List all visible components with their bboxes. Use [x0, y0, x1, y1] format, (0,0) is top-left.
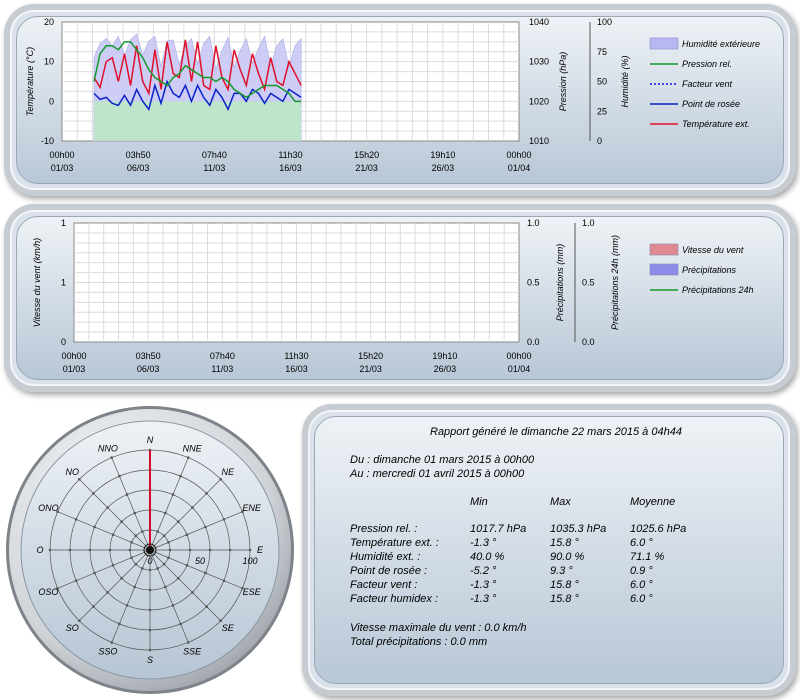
report-title: Rapport généré le dimanche 22 mars 2015 à 04h44 [430, 426, 682, 438]
x-tick-label: 15h20 [358, 351, 384, 361]
rose-direction-label: OSO [38, 587, 59, 598]
rose-dot [164, 512, 167, 515]
wind-rain-chart [0, 200, 800, 400]
rose-direction-label: ENE [242, 502, 261, 513]
rose-dot [49, 549, 52, 552]
rose-dot [129, 549, 132, 552]
rose-dot [209, 549, 212, 552]
y3-tick-label: 1.0 [582, 218, 595, 228]
row-label: Humidité ext. : [350, 551, 421, 563]
rose-direction-label: SE [221, 622, 234, 633]
rose-dot [93, 572, 96, 575]
y-tick-label: 20 [43, 17, 54, 27]
rose-direction-label: SO [65, 622, 79, 633]
y2-tick-label: 1040 [529, 17, 550, 27]
rose-direction-label: NNE [182, 443, 202, 454]
y-tick-label: 1 [60, 277, 66, 288]
rose-dot [172, 604, 175, 607]
x-tick-label: 01/03 [50, 163, 74, 173]
row-avg: 6.0 ° [630, 537, 653, 549]
rose-dot [189, 549, 192, 552]
row-max: 90.0 % [550, 551, 585, 563]
report [302, 404, 796, 696]
legend-swatch [650, 38, 678, 49]
y-tick-label: 0 [48, 96, 54, 107]
rose-direction-label: NE [221, 467, 235, 478]
rose-direction-label: E [256, 545, 264, 555]
rose-dot [156, 530, 159, 533]
row-max: 15.8 ° [550, 593, 579, 605]
y3-tick-label: 50 [597, 76, 608, 87]
rose-dot [186, 533, 189, 536]
rose-direction-label: ONO [38, 502, 59, 513]
y3-tick-label: 0.0 [582, 337, 595, 347]
rose-dot [149, 589, 152, 592]
rose-dot [163, 563, 166, 566]
y3-axis-label: Humidité (%) [620, 55, 630, 108]
rose-dot [109, 549, 112, 552]
row-avg: 1025.6 hPa [630, 523, 687, 535]
y2-tick-label: 1020 [529, 96, 550, 107]
rose-dot [110, 641, 113, 644]
rose-direction-label: ESE [242, 587, 261, 598]
rose-dot [130, 556, 133, 559]
row-min: -1.3 ° [470, 593, 497, 605]
rain-total: Total précipitations : 0.0 mm [350, 636, 488, 648]
wind-rose [0, 400, 300, 700]
rose-dot [112, 533, 115, 536]
rose-dot [110, 456, 113, 459]
rose-dot [92, 492, 95, 495]
row-label: Pression rel. : [350, 523, 418, 535]
y3-axis-label: Précipitations 24h (mm) [610, 234, 620, 331]
rose-dot [78, 619, 81, 622]
rose-direction-label: NNO [97, 443, 118, 454]
rose-dot [75, 579, 78, 582]
base-area [94, 101, 301, 141]
rose-dot [219, 619, 222, 622]
rose-dot [179, 475, 182, 478]
y-axis-label: Température (°C) [25, 46, 35, 117]
wind-max: Vitesse maximale du vent : 0.0 km/h [350, 622, 527, 634]
rose-direction-label: S [146, 655, 154, 665]
x-tick-label: 01/04 [507, 364, 531, 374]
rose-dot [179, 623, 182, 626]
row-label: Facteur vent : [350, 579, 418, 591]
y2-axis-label: Pression (hPa) [558, 51, 568, 112]
rose-dot [149, 649, 152, 652]
rose-dot [133, 512, 136, 515]
y-tick-label: -10 [40, 136, 54, 146]
y3-tick-label: 25 [597, 106, 608, 117]
rose-dot [149, 569, 152, 572]
x-tick-label: 21/03 [359, 364, 382, 374]
y3-tick-label: 100 [597, 17, 613, 27]
row-label: Facteur humidex : [350, 593, 439, 605]
x-tick-label: 00h00 [61, 351, 87, 361]
rose-dot [163, 535, 166, 538]
rose-dot [118, 475, 121, 478]
x-tick-label: 00h00 [506, 150, 532, 160]
rose-scale-label: 100 [242, 556, 258, 566]
x-tick-label: 01/03 [62, 364, 86, 374]
rose-dot [126, 493, 129, 496]
legend-label: Humidité extérieure [682, 39, 761, 49]
x-tick-label: 03h50 [125, 150, 151, 160]
rose-dot [69, 549, 72, 552]
row-max: 9.3 ° [550, 565, 573, 577]
rose-dot [204, 572, 207, 575]
rose-dot [223, 579, 226, 582]
x-tick-label: 26/03 [433, 364, 457, 374]
rose-dot [249, 549, 252, 552]
x-tick-label: 00h00 [506, 351, 532, 361]
y3-tick-label: 0.5 [582, 277, 595, 288]
rose-dot [219, 478, 222, 481]
rose-dot [78, 478, 81, 481]
x-tick-label: 06/03 [126, 163, 150, 173]
header-max: Max [550, 496, 571, 508]
row-avg: 6.0 ° [630, 579, 653, 591]
x-tick-label: 16/03 [285, 364, 308, 374]
rose-dot [204, 526, 207, 529]
row-label: Température ext. : [350, 537, 439, 549]
rose-dot [89, 549, 92, 552]
x-tick-label: 00h00 [49, 150, 75, 160]
rose-dot [135, 563, 138, 566]
row-avg: 0.9 ° [630, 565, 653, 577]
row-max: 15.8 ° [550, 537, 579, 549]
legend-label: Précipitations 24h [682, 285, 754, 295]
legend-label: Vitesse du vent [682, 245, 744, 255]
y2-tick-label: 0.0 [527, 337, 540, 347]
rose-dot [223, 518, 226, 521]
y2-axis-label: Précipitations (mm) [555, 243, 565, 322]
rose-dot [187, 456, 190, 459]
temperature-chart [0, 0, 800, 200]
rose-dot [120, 577, 123, 580]
rose-dot [75, 518, 78, 521]
row-label: Point de rosée : [350, 565, 428, 577]
legend-swatch [650, 244, 678, 255]
row-min: 40.0 % [470, 551, 505, 563]
x-tick-label: 15h20 [354, 150, 380, 160]
legend-label: Pression rel. [682, 59, 733, 69]
rose-dot [169, 549, 172, 552]
x-tick-label: 07h40 [201, 150, 227, 160]
legend-label: Point de rosée [682, 99, 741, 109]
y-axis-label: Vitesse du vent (km/h) [32, 237, 42, 328]
rose-dot [177, 520, 180, 523]
x-tick-label: 11/03 [211, 364, 234, 374]
rose-dot [93, 526, 96, 529]
x-tick-label: 21/03 [355, 163, 378, 173]
legend-label: Facteur vent [682, 79, 733, 89]
x-tick-label: 16/03 [279, 163, 302, 173]
row-min: -1.3 ° [470, 537, 497, 549]
legend-swatch [650, 264, 678, 275]
x-tick-label: 01/04 [507, 163, 531, 173]
rose-dot [149, 609, 152, 612]
rose-dot [106, 506, 109, 509]
row-avg: 6.0 ° [630, 593, 653, 605]
row-avg: 71.1 % [630, 551, 665, 563]
legend-label: Précipitations [682, 265, 737, 275]
rose-dot [187, 641, 190, 644]
rose-dot [167, 556, 170, 559]
rose-scale-label: 50 [194, 556, 206, 566]
y3-tick-label: 75 [597, 46, 608, 57]
rose-dot [92, 605, 95, 608]
y-tick-label: 10 [43, 56, 54, 67]
rose-dot [149, 629, 152, 632]
y2-tick-label: 1010 [529, 136, 550, 146]
row-min: 1017.7 hPa [470, 523, 527, 535]
header-min: Min [470, 496, 488, 508]
rose-dot [229, 549, 232, 552]
y-tick-label: 1 [60, 218, 66, 228]
rose-direction-label: N [146, 435, 154, 445]
report-from: Du : dimanche 01 mars 2015 à 00h00 [350, 454, 535, 466]
rose-dot [177, 577, 180, 580]
y-tick-label: 0 [60, 337, 66, 347]
x-tick-label: 19h10 [432, 351, 458, 361]
rose-dot [172, 493, 175, 496]
x-tick-label: 07h40 [209, 351, 235, 361]
rose-dot [120, 520, 123, 523]
row-max: 1035.3 hPa [550, 523, 607, 535]
rose-direction-label: O [36, 545, 44, 555]
report-to: Au : mercredi 01 avril 2015 à 00h00 [350, 468, 525, 480]
rose-dot [205, 605, 208, 608]
rose-dot [106, 591, 109, 594]
x-tick-label: 19h10 [430, 150, 456, 160]
rose-dot [156, 567, 159, 570]
rose-dot [164, 586, 167, 589]
rose-direction-label: NO [65, 467, 79, 478]
x-tick-label: 06/03 [136, 364, 160, 374]
x-tick-label: 03h50 [135, 351, 161, 361]
rose-dot [191, 506, 194, 509]
rose-dot [133, 586, 136, 589]
x-tick-label: 11h30 [284, 351, 309, 361]
rose-dot [205, 492, 208, 495]
x-tick-label: 11/03 [203, 163, 226, 173]
rose-scale-label: 0 [147, 556, 153, 566]
rose-dot [191, 591, 194, 594]
rose-dot [112, 564, 115, 567]
x-tick-label: 11h30 [278, 150, 303, 160]
y2-tick-label: 0.5 [527, 277, 540, 288]
legend-label: Température ext. [682, 119, 750, 129]
row-min: -1.3 ° [470, 579, 497, 591]
row-max: 15.8 ° [550, 579, 579, 591]
rose-dot [167, 541, 170, 544]
rose-direction-label: SSE [183, 646, 202, 657]
header-avg: Moyenne [630, 496, 676, 508]
y2-tick-label: 1030 [529, 56, 550, 67]
rose-center [146, 546, 154, 554]
rose-dot [141, 530, 144, 533]
rose-dot [141, 567, 144, 570]
rose-dot [130, 541, 133, 544]
rose-dot [126, 604, 129, 607]
y3-tick-label: 0 [597, 136, 603, 146]
y2-tick-label: 1.0 [527, 218, 540, 228]
rose-dot [118, 623, 121, 626]
rose-dot [186, 564, 189, 567]
rose-direction-label: SSO [98, 646, 118, 657]
x-tick-label: 26/03 [431, 163, 455, 173]
rose-dot [135, 535, 138, 538]
row-min: -5.2 ° [470, 565, 497, 577]
